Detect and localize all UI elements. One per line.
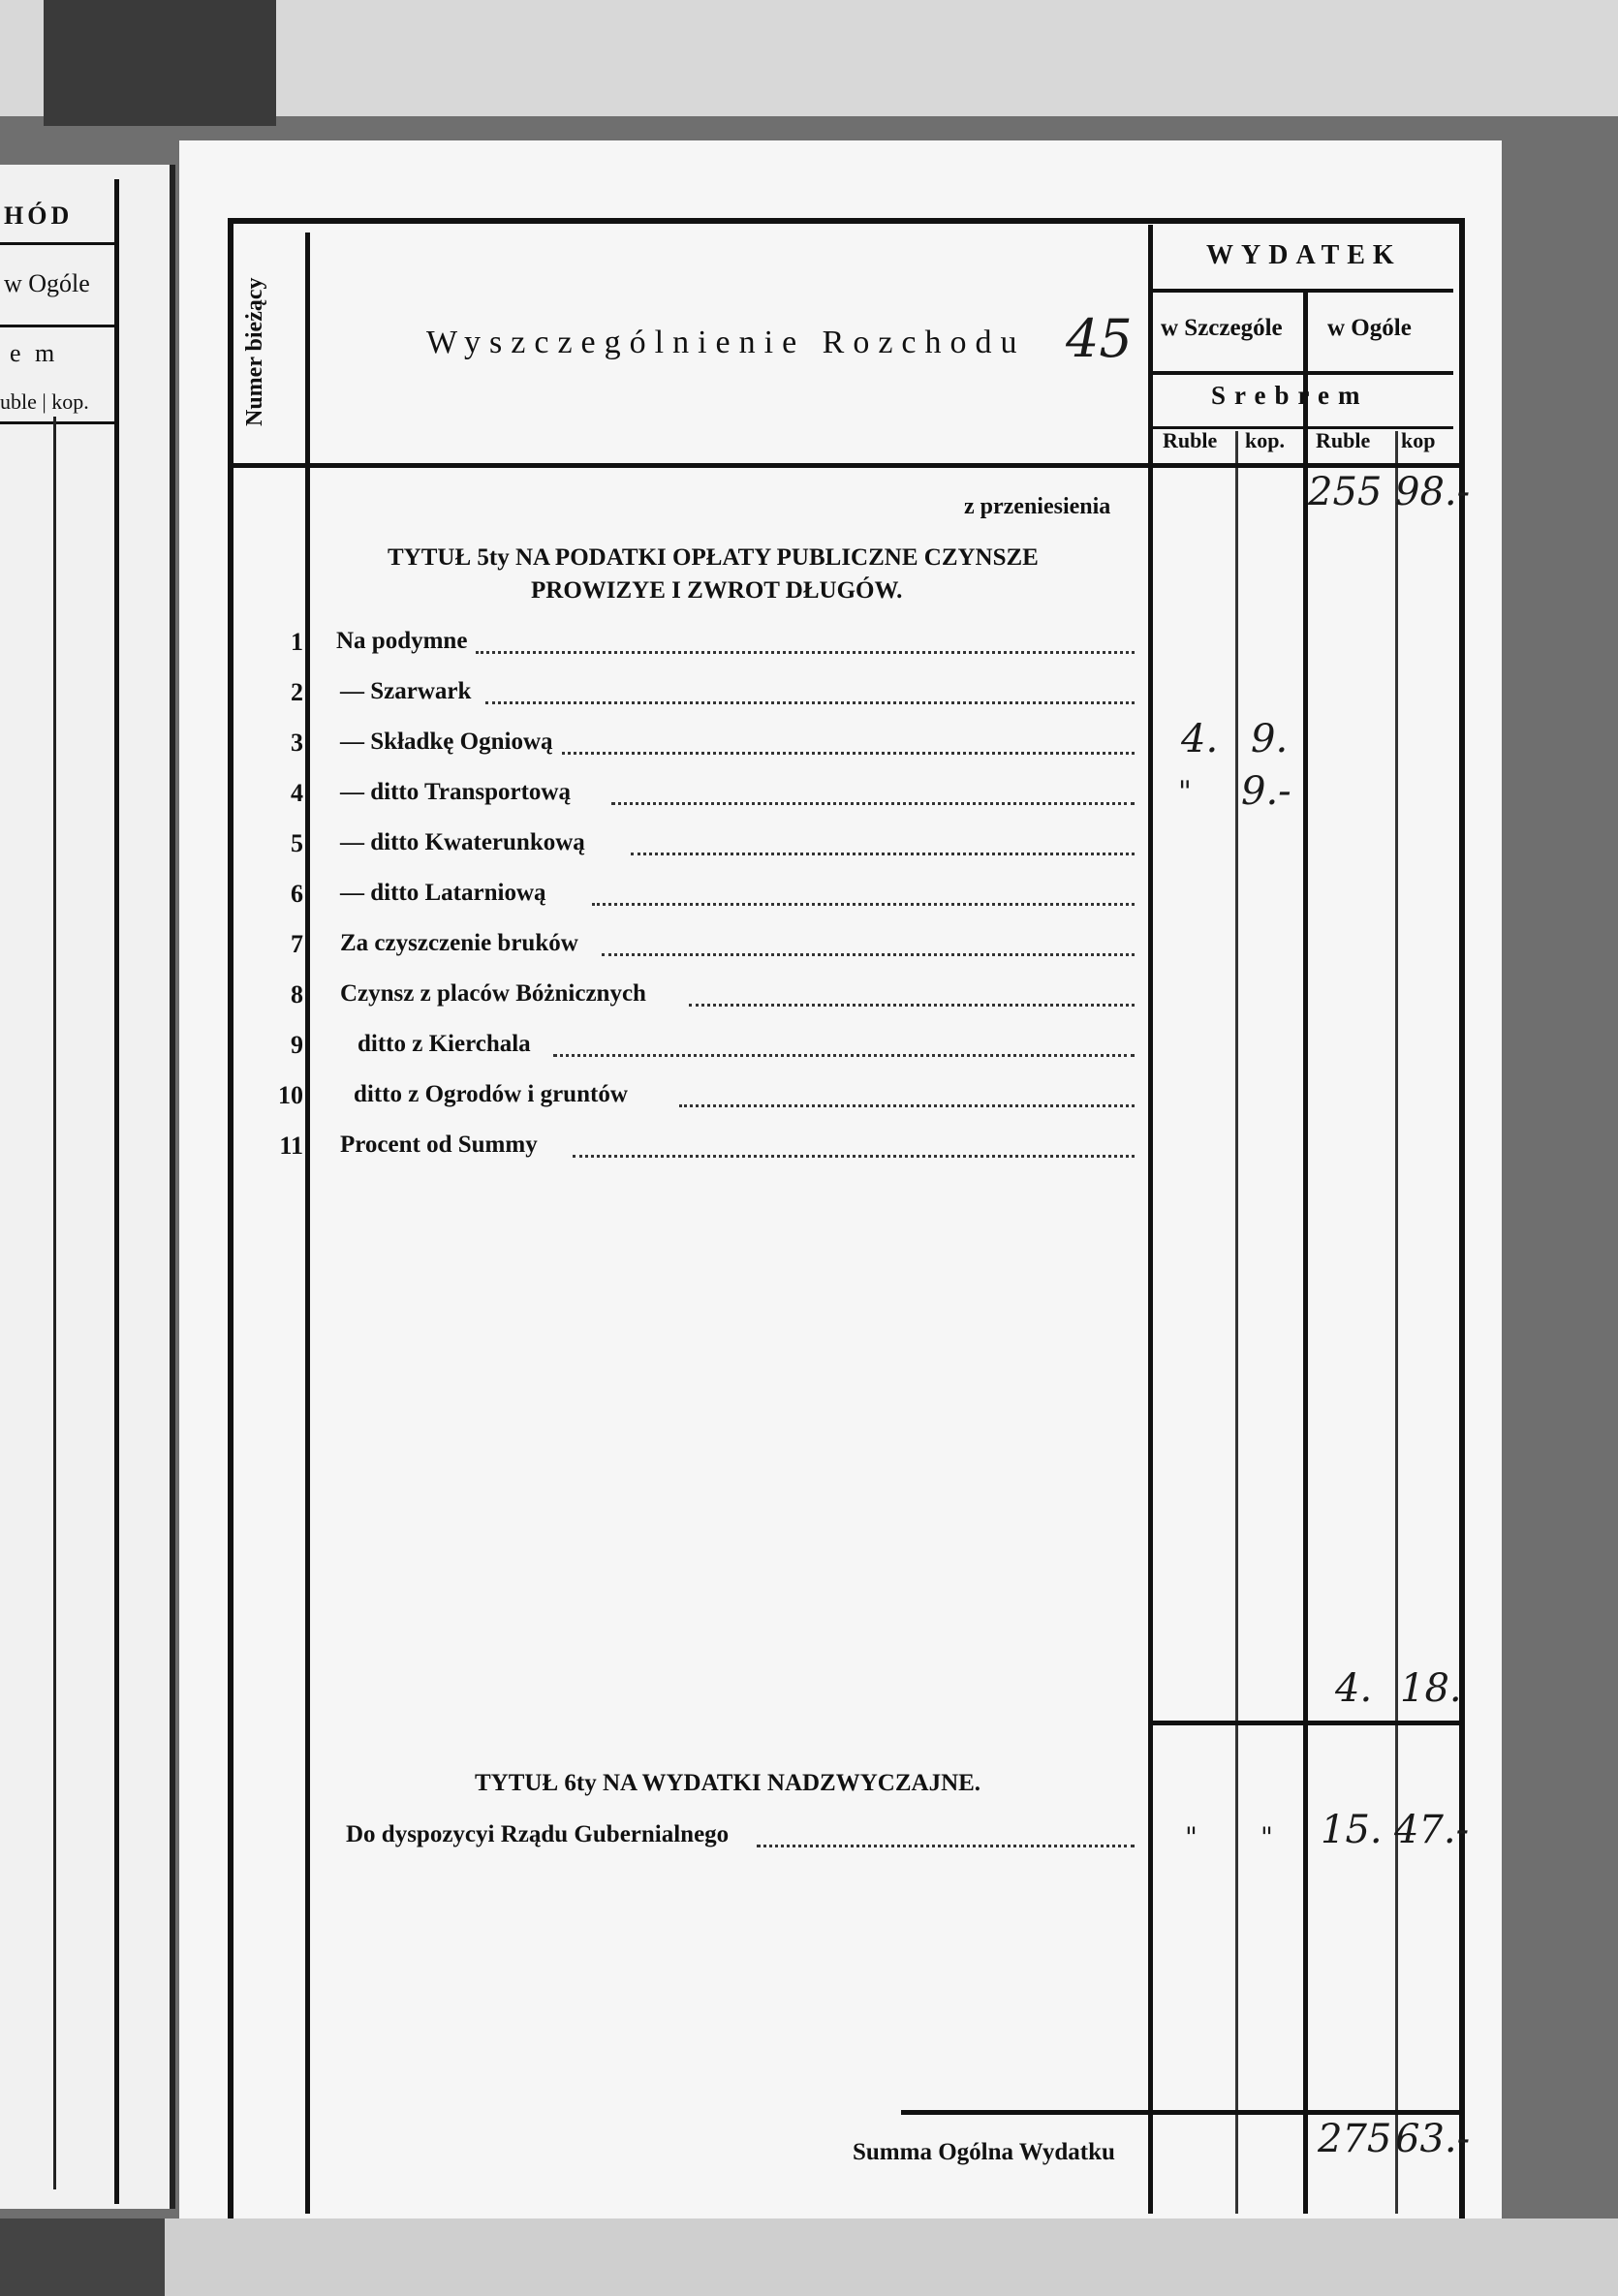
row-4 [233, 769, 1459, 829]
total-label: Summa Ogólna Wydatku [853, 2139, 1115, 2165]
row-label: Procent od Summy [340, 1132, 545, 1159]
amount-ruble: " [1178, 775, 1192, 809]
row-label: Na podymne [336, 628, 475, 655]
row-11 [233, 1132, 1459, 1182]
row-number: 4 [291, 779, 303, 807]
header-bottom-rule [233, 463, 1459, 468]
row-number: 9 [291, 1031, 303, 1059]
amount-kop: 9.- [1241, 769, 1291, 814]
row-label: — ditto Latarniową [340, 880, 554, 907]
wydatek-header: WYDATEK [1206, 240, 1402, 270]
row-number: 3 [291, 729, 303, 757]
total-kop: 63.- [1395, 2117, 1471, 2161]
row-label: Za czyszczenie bruków [340, 930, 586, 957]
ruble-ogole-header: Ruble [1316, 428, 1371, 452]
row-10 [233, 1081, 1459, 1132]
row-number: 2 [291, 678, 303, 706]
row-number: 10 [278, 1081, 303, 1109]
row-1 [233, 628, 1459, 678]
w-ogole-header: w Ogóle [1327, 315, 1412, 341]
row-label: ditto z Ogrodów i gruntów [354, 1081, 636, 1108]
carry-kop: 98.- [1395, 470, 1471, 514]
section6-row [233, 1808, 1470, 1879]
section5-title-line1: TYTUŁ 5ty NA PODATKI OPŁATY PUBLICZNE CZYNSZE [388, 544, 1039, 571]
row-7 [233, 930, 1459, 980]
ruble-header: Ruble [1163, 428, 1218, 452]
page-title: Wyszczególnienie Rozchodu [426, 325, 1026, 360]
kop-ogole-header: kop [1401, 428, 1436, 452]
row-label: — Składkę Ogniową [340, 729, 561, 756]
row-6 [233, 880, 1459, 930]
row-8 [233, 980, 1459, 1031]
binding-strip [44, 0, 276, 126]
col-line-number [305, 233, 310, 2214]
row-label: Do dyspozycyi Rządu Gubernialnego [346, 1821, 736, 1848]
row-number: 7 [291, 930, 303, 958]
row-9 [233, 1031, 1459, 1081]
total-rule [901, 2110, 1459, 2115]
left-sub-fragment: uble | kop. [0, 389, 89, 414]
left-page [0, 165, 175, 2209]
row-number: 8 [291, 980, 303, 1008]
kop-header: kop. [1245, 428, 1285, 452]
carry-label: z przeniesienia [964, 494, 1111, 519]
left-currency-fragment: e m [10, 339, 59, 367]
row-number: 11 [279, 1132, 303, 1160]
page-number-handwritten: 45 [1066, 308, 1133, 369]
subtotal-rule [1153, 1721, 1459, 1725]
srebrem-header: Srebrem [1211, 381, 1369, 410]
carry-ruble: 255 [1308, 470, 1383, 514]
amount-ruble: " [1185, 1821, 1198, 1853]
col-number-header: Numer bieżący [242, 277, 267, 426]
row-number: 5 [291, 829, 303, 857]
subtotal5-ruble: 4. [1335, 1666, 1373, 1711]
col-line-ogole [1303, 291, 1308, 2214]
ogole-ruble: 15. [1321, 1808, 1383, 1852]
table-frame [228, 218, 1465, 2219]
section5-title-line2: PROWIZYE I ZWROT DŁUGÓW. [531, 577, 903, 604]
amount-kop: 9. [1251, 717, 1289, 761]
row-label: — ditto Kwaterunkową [340, 829, 593, 856]
amount-kop: " [1260, 1821, 1273, 1853]
row-number: 6 [291, 880, 303, 908]
w-szczegole-header: w Szczególe [1161, 315, 1283, 341]
total-ruble: 275 [1318, 2117, 1392, 2161]
subtotal5-kop: 18. [1400, 1666, 1462, 1711]
amount-ruble: 4. [1181, 717, 1219, 761]
left-header-fragment: HÓD [4, 202, 74, 230]
left-col-fragment: w Ogóle [4, 269, 90, 297]
row-label: — ditto Transportową [340, 779, 578, 806]
row-label: — Szarwark [340, 678, 479, 705]
row-label: ditto z Kierchala [358, 1031, 539, 1058]
row-label: Czynsz z placów Bóżnicznych [340, 980, 654, 1008]
ogole-kop: 47.- [1394, 1808, 1470, 1852]
row-number: 1 [291, 628, 303, 656]
section6-title: TYTUŁ 6ty NA WYDATKI NADZWYCZAJNE. [475, 1770, 981, 1796]
row-5 [233, 829, 1459, 880]
col-line-wydatek [1148, 225, 1153, 2214]
background-bottom [0, 2218, 1618, 2296]
